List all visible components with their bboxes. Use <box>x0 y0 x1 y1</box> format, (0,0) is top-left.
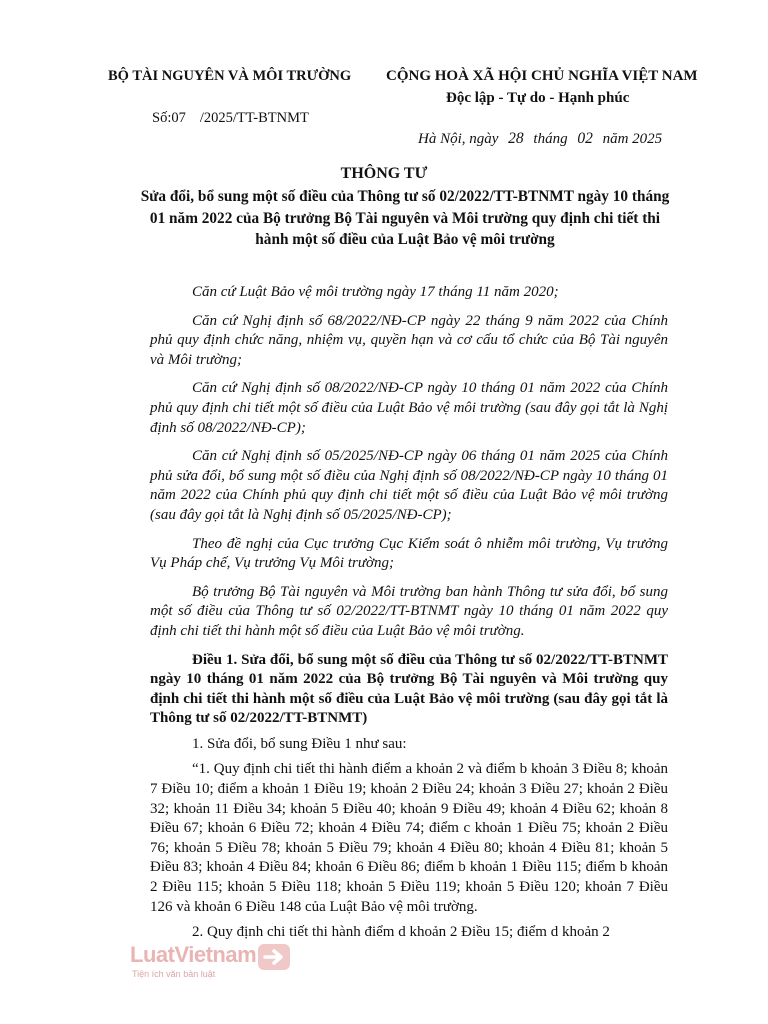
document-subtitle: Sửa đổi, bổ sung một số điều của Thông tư số 02/2022/TT-BTNMT ngày 10 tháng 01 năm 2022 của Bộ trưởng Bộ Tài nguyên và Môi trường quy định chi tiết thi hành một số điều của Luật Bảo vệ môi trường <box>140 188 670 248</box>
watermark-brand: LuatVietnam <box>130 942 257 967</box>
doc-number-suffix: /2025/TT-BTNMT <box>199 110 309 126</box>
ministry-name: BỘ TÀI NGUYÊN VÀ MÔI TRƯỜNG <box>108 68 352 84</box>
date-year: năm 2025 <box>602 131 663 147</box>
proposal-paragraph: Theo đề nghị của Cục trưởng Cục Kiểm soát ô nhiễm môi trường, Vụ trưởng Vụ Pháp chế, Vụ trưởng Vụ Môi trường; <box>150 535 668 572</box>
date-day: 28 <box>508 130 524 147</box>
document-body <box>150 283 668 949</box>
date-month-label: tháng <box>533 131 568 147</box>
doc-number-prefix: Số: <box>152 110 172 126</box>
legal-basis-paragraph: Căn cứ Nghị định số 68/2022/NĐ-CP ngày 22 tháng 9 năm 2022 của Chính phủ quy định chức năng, nhiệm vụ, quyền hạn và cơ cấu tổ chức của Bộ Tài nguyên và Môi trường; <box>150 312 668 368</box>
luatvietnam-watermark <box>130 942 300 986</box>
date-prefix: Hà Nội, ngày <box>418 131 499 147</box>
article-1-heading: Điều 1. Sửa đổi, bổ sung một số điều của Thông tư số 02/2022/TT-BTNMT ngày 10 tháng 01 năm 2022 của Bộ trưởng Bộ Tài nguyên và Môi trường quy định chi tiết thi hành một số điều của Luật Bảo vệ môi trường (sau đây gọi tắt là Thông tư số 02/2022/TT-BTNMT) <box>150 651 668 727</box>
article-1-item-1: 1. Sửa đổi, bổ sung Điều 1 như sau: <box>192 735 407 752</box>
legal-basis-paragraph: Căn cứ Nghị định số 08/2022/NĐ-CP ngày 10 tháng 01 năm 2022 của Chính phủ quy định chi tiết một số điều của Luật Bảo vệ môi trường (sau đây gọi tắt là Nghị định số 08/2022/NĐ-CP); <box>150 380 668 436</box>
doc-number-value: 07 <box>171 110 186 126</box>
document-number <box>152 110 309 127</box>
issue-date <box>418 130 662 148</box>
legal-basis-paragraph: Căn cứ Nghị định số 05/2025/NĐ-CP ngày 06 tháng 01 năm 2025 của Chính phủ sửa đổi, bổ sung một số điều của Nghị định số 08/2022/NĐ-CP ngày 10 tháng 01 năm 2022 của Chính phủ quy định chi tiết một số điều của Luật Bảo vệ môi trường (sau đây gọi tắt là Nghị định số 05/2025/NĐ-CP); <box>150 448 668 523</box>
country-name: CỘNG HOÀ XÃ HỘI CHỦ NGHĨA VIỆT NAM <box>386 68 698 84</box>
legal-basis-paragraph: Căn cứ Luật Bảo vệ môi trường ngày 17 tháng 11 năm 2020; <box>192 284 559 300</box>
article-1-item-2: 2. Quy định chi tiết thi hành điểm d khoản 2 Điều 15; điểm d khoản 2 <box>192 924 610 941</box>
issuance-paragraph: Bộ trưởng Bộ Tài nguyên và Môi trường ban hành Thông tư sửa đổi, bổ sung một số điều của Thông tư số 02/2022/TT-BTNMT ngày 10 tháng 01 năm 2022 quy định chi tiết thi hành một số điều của Luật Bảo vệ môi trường. <box>150 583 668 639</box>
article-1-quote: “1. Quy định chi tiết thi hành điểm a khoản 2 và điểm b khoản 3 Điều 8; khoản 7 Điều 10; điểm a khoản 1 Điều 19; khoản 2 Điều 24; khoản 3 Điều 27; khoản 2 Điều 32; khoản 11 Điều 34; khoản 5 Điều 40; khoản 9 Điều 49; khoản 4 Điều 62; khoản 8 Điều 67; khoản 6 Điều 72; khoản 4 Điều 74; điểm c khoản 1 Điều 75; khoản 2 Điều 76; khoản 5 Điều 78; khoản 5 Điều 79; khoản 4 Điều 80; khoản 4 Điều 81; khoản 5 Điều 83; khoản 4 Điều 84; khoản 6 Điều 86; điểm b khoản 1 Điều 115; điểm b khoản 2 Điều 115; khoản 5 Điều 118; khoản 5 Điều 119; khoản 5 Điều 120; khoản 7 Điều 126 và khoản 6 Điều 148 của Luật Bảo vệ môi trường. <box>150 761 668 915</box>
document-title: THÔNG TƯ <box>340 165 428 182</box>
arrow-right-icon <box>258 944 290 970</box>
watermark-tagline: Tiện ích văn bản luật <box>132 969 216 979</box>
date-month: 02 <box>577 130 593 147</box>
national-motto: Độc lập - Tự do - Hạnh phúc <box>446 90 630 106</box>
